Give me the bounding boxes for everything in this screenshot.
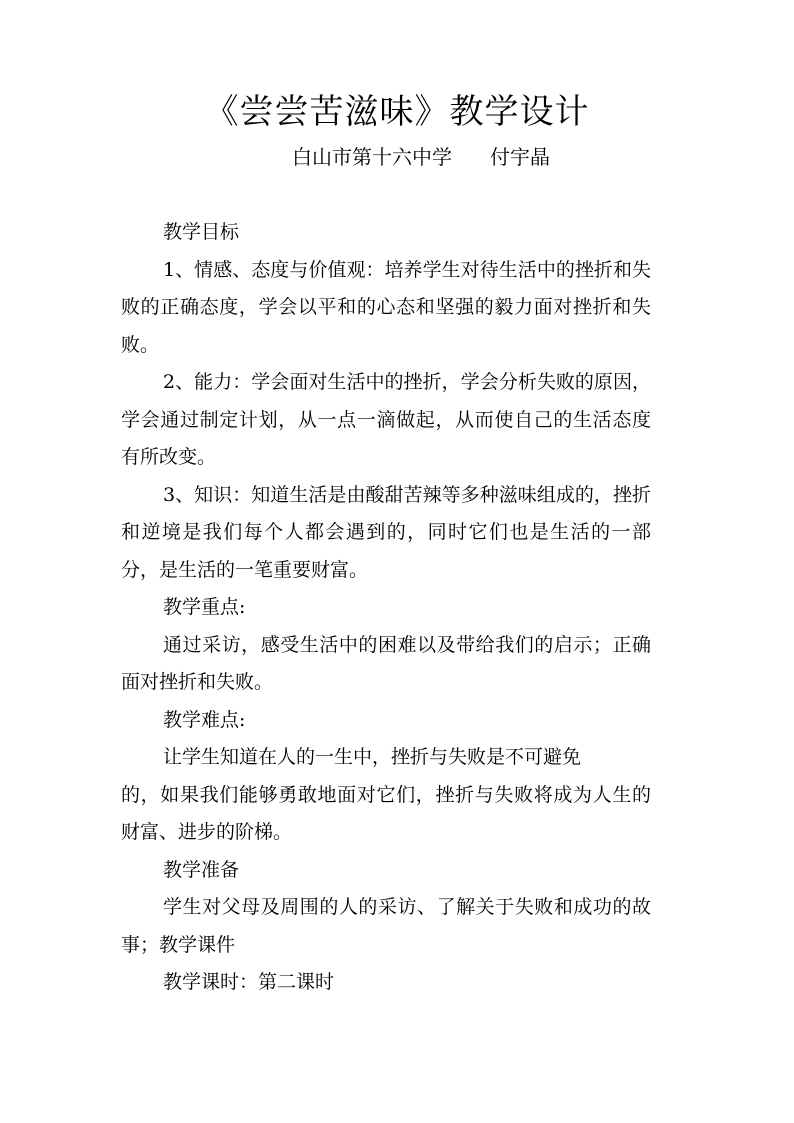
difficulties-line-2: 的，如果我们能够勇敢地面对它们，挫折与失败将成为人生的财富、进步的阶梯。 [121, 783, 651, 843]
difficulties-line-1: 让学生知道在人的一生中，挫折与失败是不可避免 [163, 746, 582, 768]
difficulties-heading: 教学难点: [163, 708, 246, 731]
preparation-heading: 教学准备 [163, 858, 240, 881]
objectives-heading: 教学目标 [163, 221, 240, 243]
objective-3-paragraph: 3、知识：知道生活是由酸甜苦辣等多种滋味组成的，挫折和逆境是我们每个人都会遇到的，同时它们也是生活的一部分，是生活的一笔重要财富。 [121, 483, 651, 581]
author-name: 付宇晶 [490, 145, 550, 169]
objective-2-paragraph: 2、能力：学会面对生活中的挫折，学会分析失败的原因，学会通过制定计划，从一点一滴做起，从而使自己的生活态度有所改变。 [121, 371, 651, 468]
document-body [121, 214, 651, 1002]
key-points-paragraph: 通过采访，感受生活中的困难以及带给我们的启示；正确面对挫折和失败。 [121, 633, 651, 693]
school-name: 白山市第十六中学 [292, 145, 452, 169]
author-line [292, 142, 550, 172]
document-title: 《尝尝苦滋味》教学设计 [204, 92, 590, 132]
teaching-period: 教学课时：第二课时 [163, 971, 335, 993]
preparation-paragraph: 学生对父母及周围的人的采访、了解关于失败和成功的故事；教学课件 [121, 896, 651, 956]
objective-1-paragraph: 1、情感、态度与价值观：培养学生对待生活中的挫折和失败的正确态度，学会以平和的心态和坚强的毅力面对挫折和失败。 [121, 258, 651, 356]
key-points-heading: 教学重点: [163, 596, 246, 618]
